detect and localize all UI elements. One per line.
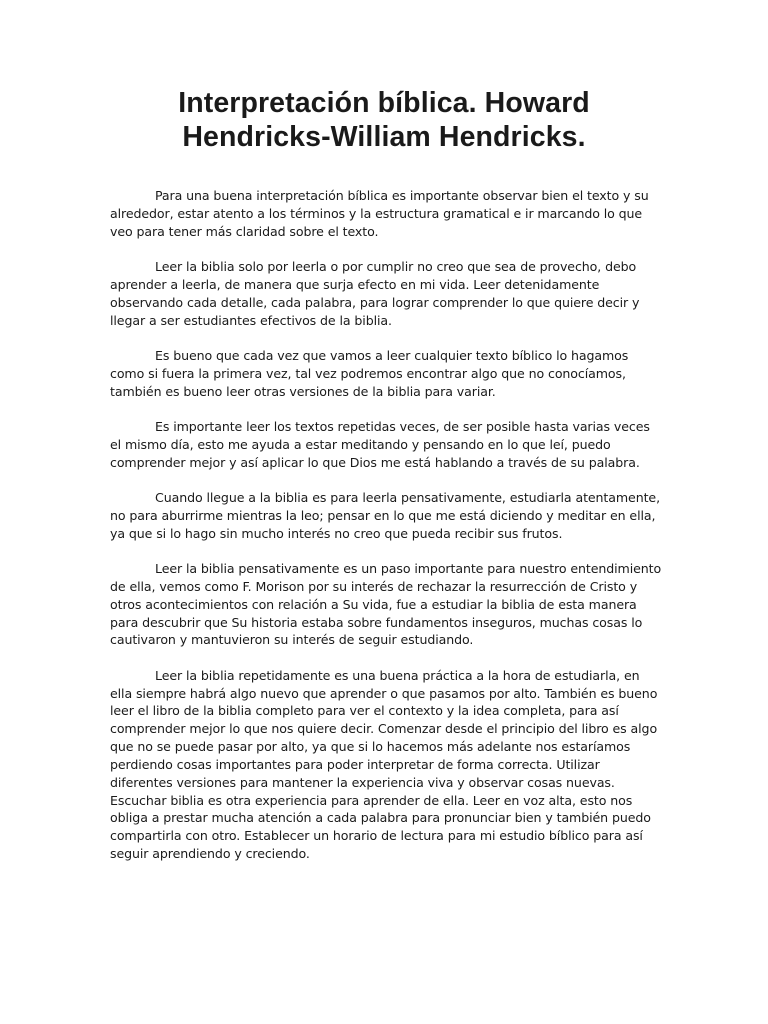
- paragraph: Es importante leer los textos repetidas veces, de ser posible hasta varias veces el mismo día, esto me ayuda a estar meditando y pensando en lo que leí, puedo comprender mejor y así aplicar lo que Dios me está hablando a través de su palabra.: [110, 418, 650, 470]
- document-title: Interpretación bíblica. Howard Hendricks-William Hendricks.: [178, 87, 590, 153]
- paragraph: Leer la biblia solo por leerla o por cumplir no creo que sea de provecho, debo aprender a leerla, de manera que surja efecto en mi vida. Leer detenidamente observando cada detalle, cada palabra, para lograr comprender lo que quiere decir y llegar a ser estudiantes efectivos de la biblia.: [110, 259, 640, 328]
- paragraph: Leer la biblia repetidamente es una buena práctica a la hora de estudiarla, en ella siempre habrá algo nuevo que aprender o que pasamos por alto. También es bueno leer el libro de la biblia completo para ver el contexto y la idea completa, para así comprender mejor lo que nos quiere decir. Comenzar desde el principio del libro es algo que no se puede pasar por alto, ya que si lo hacemos más adelante nos estaríamos perdiendo cosas importantes para poder interpretar de forma correcta. Utilizar diferentes versiones para mantener la experiencia viva y observar cosas nuevas. Escuchar biblia es otra experiencia para aprender de ella. Leer en voz alta, esto nos obliga a prestar mucha atención a cada palabra para pronunciar bien y también puedo compartirla con otro. Establecer un horario de lectura para mi estudio bíblico para así seguir aprendiendo y creciendo.: [110, 667, 658, 862]
- paragraph: Cuando llegue a la biblia es para leerla pensativamente, estudiarla atentamente, no para aburrirme mientras la leo; pensar en lo que me está diciendo y meditar en ella, ya que si lo hago sin mucho interés no creo que pueda recibir sus frutos.: [110, 489, 660, 541]
- document-body: [110, 187, 662, 881]
- paragraph: Para una buena interpretación bíblica es importante observar bien el texto y su alrededor, estar atento a los términos y la estructura gramatical e ir marcando lo que veo para tener más claridad sobre el texto.: [110, 188, 649, 239]
- paragraph: Es bueno que cada vez que vamos a leer cualquier texto bíblico lo hagamos como si fuera la primera vez, tal vez podremos encontrar algo que no conocíamos, también es bueno leer otras versiones de la biblia para variar.: [110, 347, 629, 399]
- paragraph: Leer la biblia pensativamente es un paso importante para nuestro entendimiento de ella, vemos como F. Morison por su interés de rechazar la resurrección de Cristo y otros acontecimientos con relación a Su vida, fue a estudiar la biblia de esta manera para descubrir que Su historia estaba sobre fundamentos inseguros, muchas cosas lo cautivaron y mantuvieron su interés de seguir estudiando.: [110, 561, 662, 648]
